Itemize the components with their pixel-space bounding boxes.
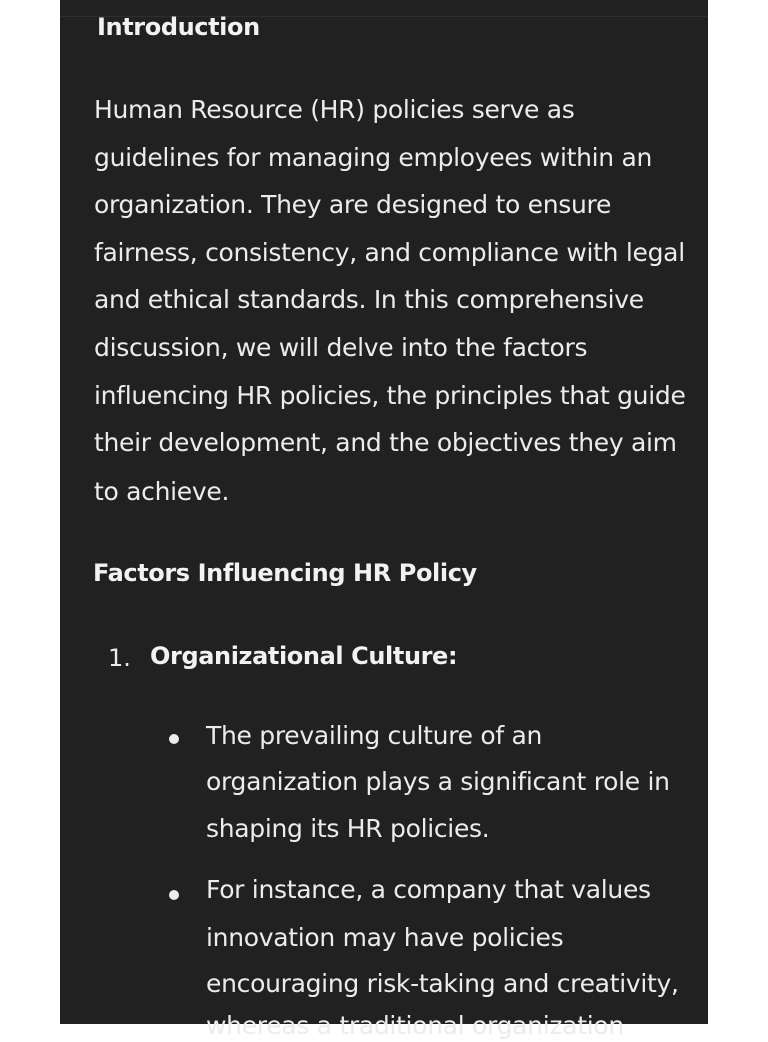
bullet-2-line-3: encouraging risk-taking and creativity,: [206, 969, 679, 998]
bullet-2-line-1: For instance, a company that values: [206, 875, 651, 904]
bullet-2-line-2: innovation may have policies: [206, 923, 564, 952]
intro-line-3: organization. They are designed to ensure: [94, 190, 612, 219]
intro-line-2: guidelines for managing employees within an: [94, 143, 653, 172]
intro-line-6: discussion, we will delve into the factors: [94, 333, 588, 362]
intro-line-8: their development, and the objectives they aim: [94, 428, 677, 457]
intro-line-7: influencing HR policies, the principles that guide: [94, 381, 686, 410]
bullet-1-line-3: shaping its HR policies.: [206, 814, 490, 843]
factors-heading: Factors Influencing HR Policy: [93, 559, 477, 587]
list-item-number: 1.: [108, 644, 131, 672]
bullet-2-dot: [169, 890, 179, 900]
intro-line-1: Human Resource (HR) policies serve as: [94, 95, 575, 124]
chat-response-panel: [60, 0, 708, 1040]
intro-line-5: and ethical standards. In this comprehensive: [94, 285, 644, 314]
list-item-title: Organizational Culture:: [150, 642, 458, 670]
intro-line-4: fairness, consistency, and compliance with legal: [94, 238, 685, 267]
bullet-1-line-1: The prevailing culture of an: [206, 721, 543, 750]
intro-line-9: to achieve.: [94, 477, 230, 506]
intro-heading: Introduction: [97, 13, 260, 41]
bullet-1-line-2: organization plays a significant role in: [206, 767, 670, 796]
bullet-1-dot: [169, 734, 179, 744]
bullet-2-line-4: whereas a traditional organization: [206, 1011, 624, 1040]
